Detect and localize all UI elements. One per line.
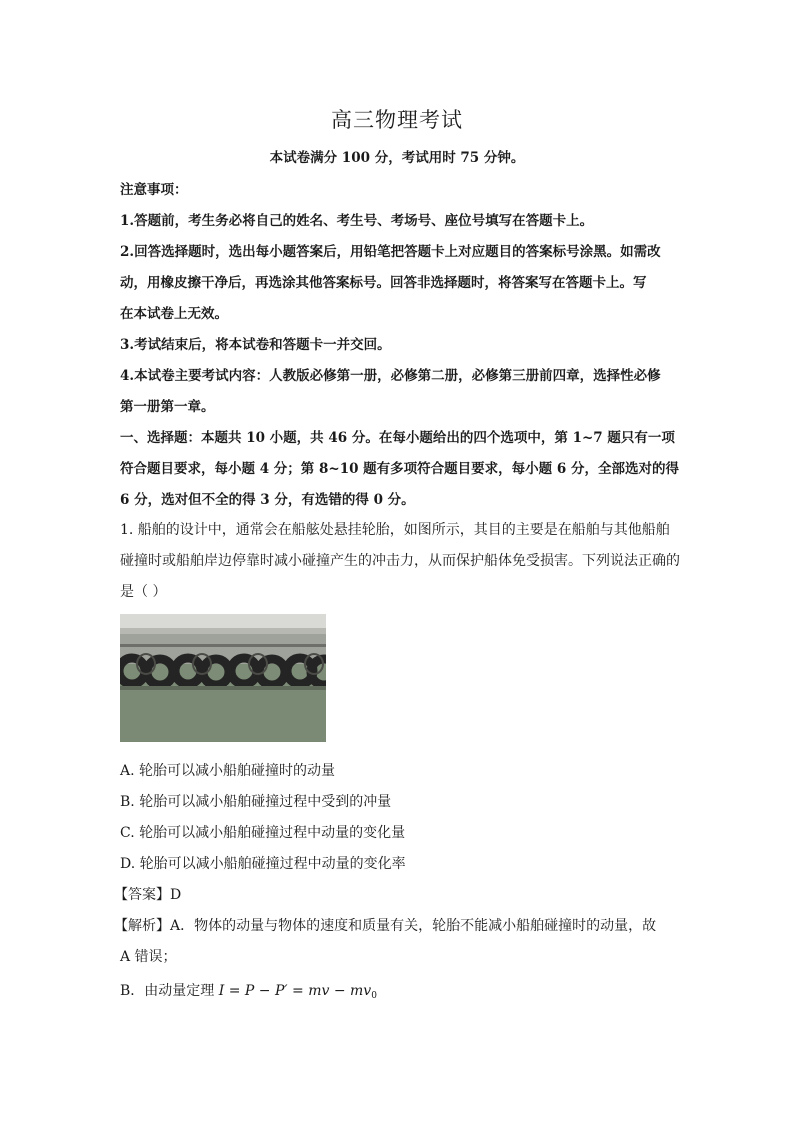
- option-a: A. 轮胎可以减小船舶碰撞时的动量: [120, 763, 336, 779]
- section-line: 符合题目要求，每小题 4 分；第 8~10 题有多项符合题目要求，每小题 6 分，全部选对的得: [120, 461, 679, 477]
- notes-heading: 注意事项：: [120, 182, 188, 198]
- question-stem: 碰撞时或船舶岸边停靠时减小碰撞产生的冲击力，从而保护船体免受损害。下列说法正确的: [120, 553, 680, 569]
- answer: 【答案】D: [114, 887, 182, 903]
- analysis-b-line: [120, 980, 680, 1001]
- note-line: 3.考试结束后，将本试卷和答题卡一并交回。: [120, 337, 391, 353]
- ship-tires-illustration: [120, 614, 326, 742]
- analysis-b-prefix: B．由动量定理: [120, 983, 219, 999]
- note-line: 动，用橡皮擦干净后，再选涂其他答案标号。回答非选择题时，将答案写在答题卡上。写: [120, 275, 647, 291]
- note-line: 1.答题前，考生务必将自己的姓名、考生号、考场号、座位号填写在答题卡上。: [120, 213, 594, 229]
- analysis-line: 【解析】A．物体的动量与物体的速度和质量有关，轮胎不能减小船舶碰撞时的动量，故: [114, 918, 657, 934]
- exam-info: 本试卷满分 100 分，考试用时 75 分钟。: [269, 150, 525, 166]
- note-line: 4.本试卷主要考试内容：人教版必修第一册，必修第二册，必修第三册前四章，选择性必修: [120, 368, 661, 384]
- question-stem: 1. 船舶的设计中，通常会在船舷处悬挂轮胎，如图所示，其目的主要是在船舶与其他船舶: [120, 522, 670, 538]
- note-line: 在本试卷上无效。: [120, 306, 228, 322]
- question-stem: 是（ ）: [120, 584, 167, 600]
- section-heading: 一、选择题：本题共 10 小题，共 46 分。在每小题给出的四个选项中，第 1~7 题只有一项: [120, 430, 675, 446]
- momentum-formula: [219, 983, 377, 999]
- ship-tires-photo: [120, 614, 326, 742]
- page-title: 高三物理考试: [331, 108, 463, 132]
- formula-main: I = P − P′ = mv − mv: [218, 983, 372, 999]
- section-line: 6 分，选对但不全的得 3 分，有选错的得 0 分。: [120, 492, 415, 508]
- option-d: D. 轮胎可以减小船舶碰撞过程中动量的变化率: [120, 856, 406, 872]
- option-b: B. 轮胎可以减小船舶碰撞过程中受到的冲量: [120, 794, 392, 810]
- note-line: 2.回答选择题时，选出每小题答案后，用铅笔把答题卡上对应题目的答案标号涂黑。如需改: [120, 244, 661, 260]
- note-line: 第一册第一章。: [120, 399, 215, 415]
- formula-subscript: 0: [371, 991, 377, 1001]
- analysis-line: A 错误；: [120, 949, 177, 965]
- option-c: C. 轮胎可以减小船舶碰撞过程中动量的变化量: [120, 825, 406, 841]
